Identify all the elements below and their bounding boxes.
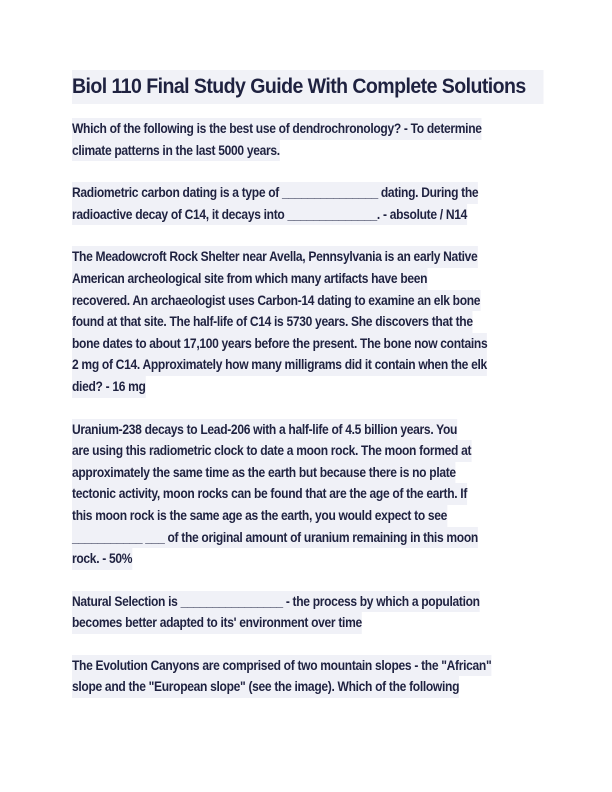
text-line: radioactive decay of C14, it decays into ______________. - absolute / N14 [72, 204, 467, 226]
text-line: recovered. An archaeologist uses Carbon-14 dating to examine an elk bone [72, 290, 480, 312]
text-line: ___________ ___ of the original amount of uranium remaining in this moon [72, 527, 478, 549]
question-dendrochronology [72, 118, 542, 161]
question-meadowcroft [72, 246, 542, 397]
text-line: Which of the following is the best use of dendrochronology? - To determine [72, 118, 482, 140]
text-line: this moon rock is the same age as the earth, you would expect to see [72, 505, 447, 527]
text-line: approximately the same time as the earth but because there is no plate [72, 462, 456, 484]
study-guide-page [72, 70, 542, 719]
text-line: climate patterns in the last 5000 years. [72, 140, 280, 162]
text-line: tectonic activity, moon rocks can be found that are the age of the earth. If [72, 483, 467, 505]
text-line: American archeological site from which many artifacts have been [72, 268, 427, 290]
text-line: slope and the "European slope" (see the image). Which of the following [72, 676, 459, 698]
text-line: bone dates to about 17,100 years before the present. The bone now contains [72, 333, 487, 355]
text-line: 2 mg of C14. Approximately how many milligrams did it contain when the elk [72, 354, 487, 376]
text-line: Uranium-238 decays to Lead-206 with a half-life of 4.5 billion years. You [72, 419, 457, 441]
text-line: Radiometric carbon dating is a type of _______________ dating. During the [72, 182, 478, 204]
document-title: Biol 110 Final Study Guide With Complete Solutions [72, 70, 544, 104]
text-line: are using this radiometric clock to date a moon rock. The moon formed at [72, 440, 471, 462]
text-line: The Meadowcroft Rock Shelter near Avella, Pennsylvania is an early Native [72, 246, 477, 268]
text-line: The Evolution Canyons are comprised of two mountain slopes - the "African" [72, 655, 491, 677]
question-radiometric-dating [72, 182, 542, 225]
question-uranium-moon-rock [72, 419, 542, 570]
question-natural-selection [72, 591, 542, 634]
text-line: becomes better adapted to its' environment over time [72, 612, 362, 634]
text-line: rock. - 50% [72, 548, 132, 570]
text-line: died? - 16 mg [72, 376, 146, 398]
question-evolution-canyons [72, 655, 542, 698]
text-line: found at that site. The half-life of C14 is 5730 years. She discovers that the [72, 311, 473, 333]
text-line: Natural Selection is ________________ - the process by which a population [72, 591, 480, 613]
